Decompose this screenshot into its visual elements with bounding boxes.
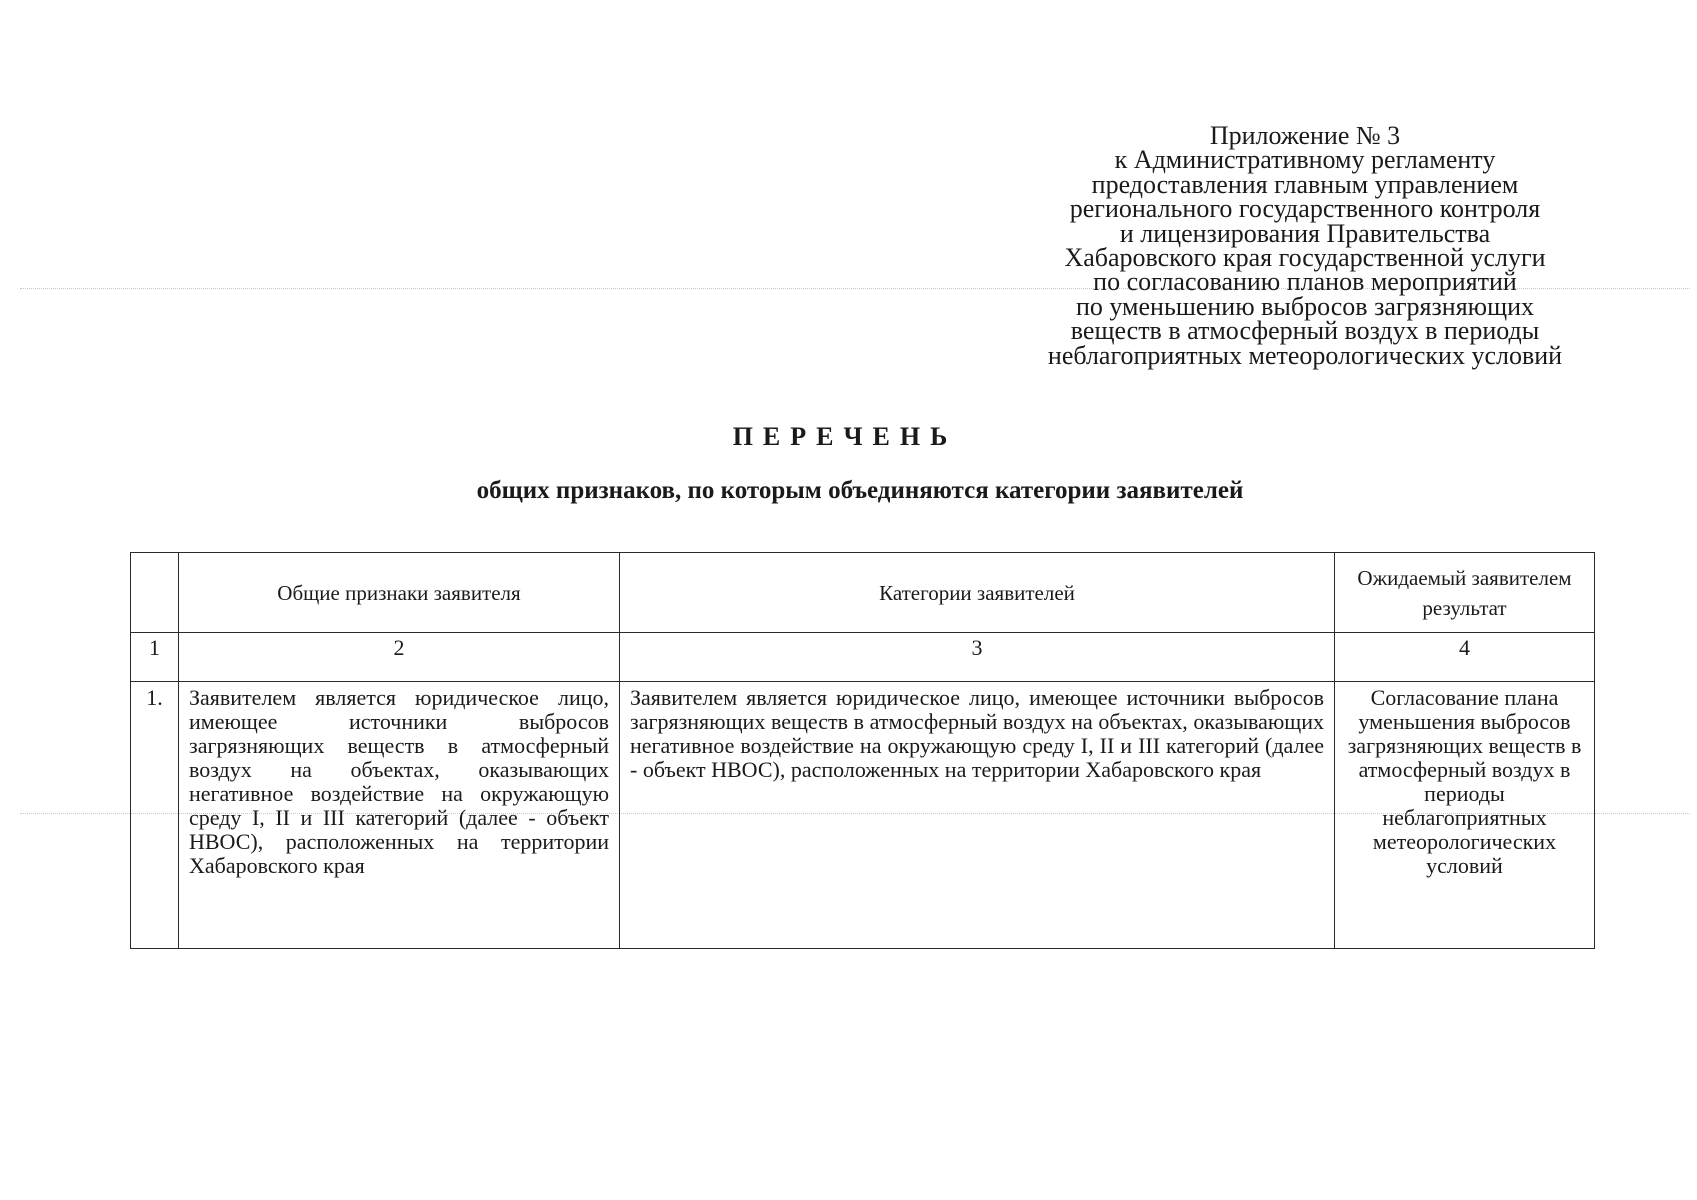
- header-cell-number: [131, 553, 179, 633]
- header-cell-categories: Категории заявителей: [620, 553, 1335, 633]
- column-number: 4: [1335, 633, 1595, 682]
- column-number: 2: [179, 633, 620, 682]
- row-number: 1.: [131, 682, 179, 949]
- document-subtitle: общих признаков, по которым объединяются категории заявителей: [476, 477, 1244, 504]
- column-number-row: [131, 633, 1595, 682]
- annex-header: [1010, 121, 1600, 370]
- annex-line: по согласованию планов мероприятий: [1093, 267, 1517, 297]
- annex-line: к Административному регламенту: [1114, 145, 1496, 175]
- row-result: Согласование плана уменьшения выбросов загрязняющих веществ в атмосферный воздух в периоды неблагоприятных метеорологических условий: [1335, 682, 1595, 949]
- header-cell-result: Ожидаемый заявителем результат: [1335, 553, 1595, 633]
- annex-line: предоставления главным управлением: [1091, 169, 1519, 199]
- applicant-categories-table: [130, 552, 1595, 949]
- column-number: 1: [131, 633, 179, 682]
- annex-line: регионального государственного контроля: [1069, 194, 1541, 224]
- header-cell-features: Общие признаки заявителя: [179, 553, 620, 633]
- row-categories: Заявителем является юридическое лицо, имеющее источники выбросов загрязняющих веществ в атмосферный воздух на объектах, оказывающих негативное воздействие на окружающую среду I, II и III категорий (далее - объект НВОС), расположенных на территории Хабаровского края: [620, 682, 1335, 949]
- annex-line: Приложение № 3: [1209, 121, 1401, 150]
- row-features: Заявителем является юридическое лицо, имеющее источники выбросов загрязняющих веществ в атмосферный воздух на объектах, оказывающих негативное воздействие на окружающую среду I, II и III категорий (далее - объект НВОС), расположенных на территории Хабаровского края: [179, 682, 620, 949]
- document-title: ПЕРЕЧЕНЬ: [732, 422, 958, 451]
- annex-line: веществ в атмосферный воздух в периоды: [1070, 316, 1540, 346]
- annex-line: неблагоприятных метеорологических условий: [1047, 340, 1563, 370]
- column-number: 3: [620, 633, 1335, 682]
- table-header-row: [131, 553, 1595, 633]
- table-row: [131, 682, 1595, 949]
- annex-line: Хабаровского края государственной услуги: [1064, 243, 1546, 273]
- annex-line: по уменьшению выбросов загрязняющих: [1075, 291, 1535, 321]
- annex-line: и лицензирования Правительства: [1119, 218, 1491, 248]
